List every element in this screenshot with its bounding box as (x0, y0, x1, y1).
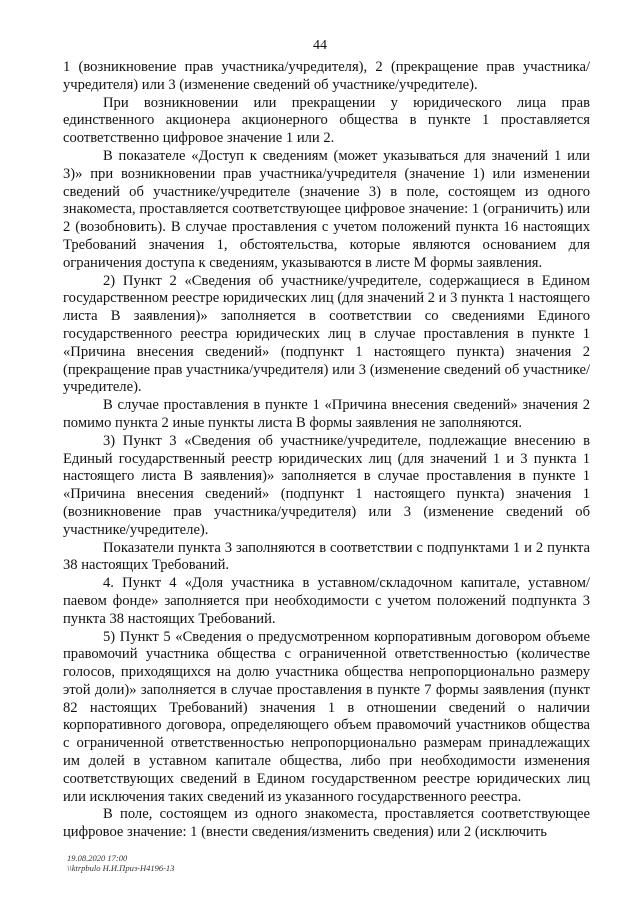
footer-file-path: \\ktrpbulo Н.И.Приз-Н4196-13 (67, 863, 175, 873)
paragraph: 5) Пункт 5 «Сведения о предусмотренном корпоративным договором объеме правомочий участника общества с ограниченной ответственностью (количестве голосов, приходящихся на долю участника общества непропорционально размеру этой доли)» заполняется в случае проставления в пункте 7 формы заявления (пункт 82 настоящих Требований) значения 1 в отношении сведений о наличии корпоративного договора, определяющего объем правомочий участников общества с ограниченной ответственностью непропорционально размерам принадлежащих им долей в уставном капитале общества, либо при необходимости изменения соответствующих сведений в Едином государственном реестре юридических лиц или исключения таких сведений из указанного государственного реестра. (63, 628, 590, 805)
paragraph: 1 (возникновение прав участника/учредителя), 2 (прекращение прав участника/учредителя) или 3 (изменение сведений об участнике/учредителе). (63, 59, 590, 93)
paragraph: В случае проставления в пункте 1 «Причина внесения сведений» значения 2 помимо пункта 2 иные пункты листа В формы заявления не заполняются. (63, 397, 590, 431)
footer-timestamp: 19.08.2020 17:00 (67, 853, 128, 863)
paragraph: 3) Пункт 3 «Сведения об участнике/учредителе, подлежащие внесению в Единый государственный реестр юридических лиц (для значений 1 и 3 пункта 1 настоящего листа В заявления)» заполняется в случае проставления в пункте 1 «Причина внесения сведений» (подпункт 1 настоящего пункта) значения 1 (возникновение прав участника/учредителя) или 3 (изменение сведений об участнике/учредителе). (63, 432, 590, 538)
paragraph: 2) Пункт 2 «Сведения об участнике/учредителе, содержащиеся в Едином государственном реестре юридических лиц (для значений 2 и 3 пункта 1 настоящего листа В заявления)» заполняется в соответствии со сведениями Единого государственного реестра юридических лиц в случае проставления в пункте 1 «Причина внесения сведений» (подпункт 1 настоящего пункта) значения 2 (прекращение прав участника/учредителя) или 3 (изменение сведений об участнике/учредителе). (63, 272, 590, 396)
paragraph: При возникновении или прекращении у юридического лица прав единственного акционера акционерного общества в пункте 1 проставляется соответственно цифровое значение 1 или 2. (63, 94, 590, 147)
paragraph: 4. Пункт 4 «Доля участника в уставном/складочном капитале, уставном/паевом фонде» заполняется при необходимости с учетом положений подпункта 3 пункта 38 настоящих Требований. (63, 575, 590, 627)
paragraph: В поле, состоящем из одного знакоместа, проставляется соответствующее цифровое значение: 1 (внести сведения/изменить сведения) или 2 (исключить (63, 806, 590, 841)
paragraph: В показателе «Доступ к сведениям (может указываться для значений 1 или 3)» при возникновении прав участника/учредителя (значение 1) или изменении сведений об участнике/учредителе (значение 3) в поле, состоящем из одного знакоместа, проставляется соответствующее цифровое значение: 1 (ограничить) или 2 (возобновить). В случае проставления с учетом положений пункта 16 настоящих Требований значения 1, обстоятельства, которые являются основанием для ограничения доступа к сведениям, указываются в листе М формы заявления. (63, 147, 590, 271)
document-body (63, 59, 590, 842)
page-number: 44 (313, 38, 327, 53)
paragraph: Показатели пункта 3 заполняются в соответствии с подпунктами 1 и 2 пункта 38 настоящих Требований. (63, 539, 590, 574)
document-footer (67, 853, 174, 873)
